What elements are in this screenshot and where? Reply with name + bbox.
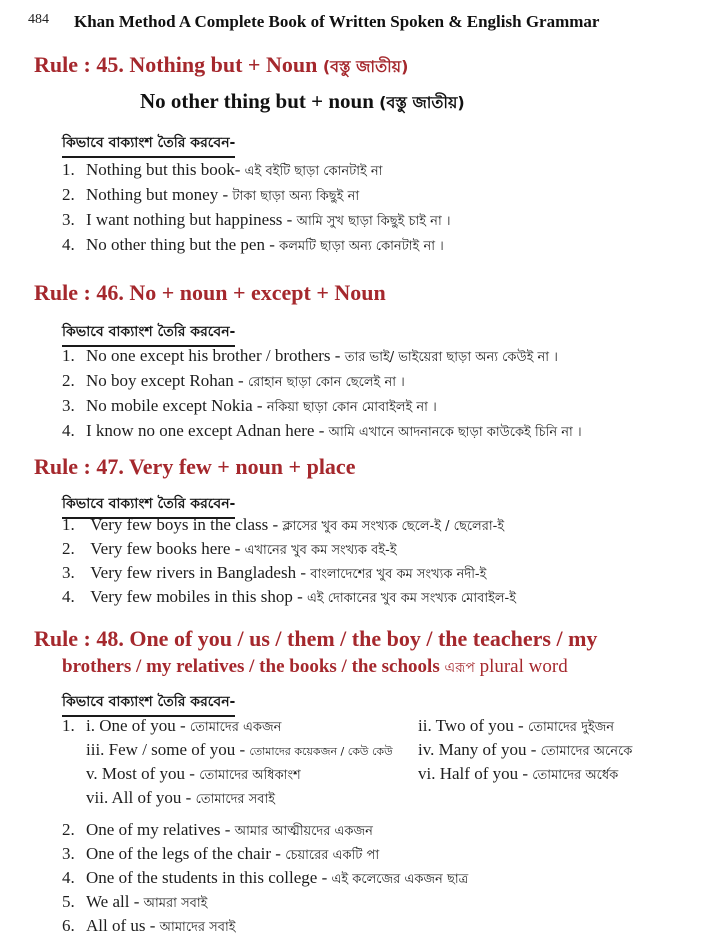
item-english: Nothing but money - xyxy=(86,185,229,204)
item-english: Very few mobiles in this shop - xyxy=(90,587,303,606)
sub-item xyxy=(418,716,614,739)
rule-45-title: Rule : 45. Nothing but + Noun xyxy=(34,52,318,77)
rule-45-heading xyxy=(34,52,408,81)
item-bengali: চেয়ারের একটি পা xyxy=(285,848,380,863)
sub-item-number: ii. xyxy=(418,716,432,735)
sub-item-english: One of you - xyxy=(99,716,186,735)
sub-item-number: v. xyxy=(86,764,98,783)
rule-48-title-bn: এরূপ xyxy=(444,660,475,676)
list-item xyxy=(62,346,558,369)
sub-item-bengali: তোমাদের অনেকে xyxy=(540,744,633,759)
sub-item-english: Most of you - xyxy=(101,764,195,783)
item-bengali: আমি এখানে আদনানকে ছাড়া কাউকেই চিনি না । xyxy=(328,425,582,440)
sub-item-number: vii. xyxy=(86,788,109,807)
list-item xyxy=(62,868,468,891)
item-bengali: এই বইটি ছাড়া কোনটাই না xyxy=(244,164,383,179)
item-bengali: এই কলেজের একজন ছাত্র xyxy=(331,872,469,887)
item-bengali: বাংলাদেশের খুব কম সংখ্যক নদী-ই xyxy=(310,567,487,582)
item-english: I want nothing but happiness - xyxy=(86,210,293,229)
item-number: 1. xyxy=(62,346,75,365)
item-number: 3. xyxy=(62,396,75,415)
item-english: We all - xyxy=(86,892,140,911)
rule-48-title: Rule : 48. One of you / us / them / the boy / the teachers / my xyxy=(34,626,598,651)
sub-item-bengali: তোমাদের একজন xyxy=(189,720,282,735)
list-item xyxy=(62,210,451,233)
rule-46-how-label: কিভাবে বাক্যাংশ তৈরি করবেন- xyxy=(62,320,235,347)
sub-item-english: All of you - xyxy=(111,788,192,807)
list-item xyxy=(62,844,379,867)
list-item xyxy=(62,820,373,843)
list-item xyxy=(62,371,405,394)
sub-item-english: Half of you - xyxy=(439,764,529,783)
list-item xyxy=(62,185,359,208)
item-english: No mobile except Nokia - xyxy=(86,396,263,415)
sub-item-bengali: তোমাদের কয়েকজন / কেউ কেউ xyxy=(249,745,393,758)
item-bengali: নকিয়া ছাড়া কোন মোবাইলই না । xyxy=(266,400,437,415)
item-english: Very few boys in the class - xyxy=(90,515,279,534)
item-english: No other thing but the pen - xyxy=(86,235,275,254)
item-english: Nothing but this book- xyxy=(86,160,241,179)
rule-45-subtitle xyxy=(140,89,465,117)
item-number: 5. xyxy=(62,892,75,911)
item-number: 2. xyxy=(62,185,75,204)
item-number: 2. xyxy=(62,820,75,839)
list-item xyxy=(62,235,444,258)
book-title: Khan Method A Complete Book of Written Spoken & English Grammar xyxy=(74,12,600,31)
rule-48-title-line2 xyxy=(62,656,568,680)
item-bengali: ক্লাসের খুব কম সংখ্যক ছেলে-ই / ছেলেরা-ই xyxy=(282,519,505,534)
rule-47-title: Rule : 47. Very few + noun + place xyxy=(34,454,356,479)
item-number: 1. xyxy=(62,160,75,179)
list-item xyxy=(62,539,397,562)
sub-item xyxy=(86,764,301,787)
item-english: Very few books here - xyxy=(90,539,241,558)
item-english: One of the legs of the chair - xyxy=(86,844,281,863)
rule-46-title: Rule : 46. No + noun + except + Noun xyxy=(34,280,386,305)
item-number: 3. xyxy=(62,563,75,582)
item-number: 1. xyxy=(62,515,75,534)
sub-item-number: i. xyxy=(86,716,95,735)
list-item xyxy=(62,421,582,444)
item-number: 2. xyxy=(62,539,75,558)
item-english: I know no one except Adnan here - xyxy=(86,421,325,440)
item-bengali: কলমটি ছাড়া অন্য কোনটাই না । xyxy=(279,239,444,254)
item-number: 4. xyxy=(62,587,75,606)
sub-item-number: iv. xyxy=(418,740,435,759)
sub-item-bengali: তোমাদের অর্ধেক xyxy=(532,768,619,783)
sub-item-number: iii. xyxy=(86,740,105,759)
item-number: 4. xyxy=(62,421,75,440)
item-number: 4. xyxy=(62,235,75,254)
item-number: 6. xyxy=(62,916,75,935)
rule-47-how-label: কিভাবে বাক্যাংশ তৈরি করবেন- xyxy=(62,492,235,519)
item-bengali: এই দোকানের খুব কম সংখ্যক মোবাইল-ই xyxy=(306,591,517,606)
sub-item-bengali: তোমাদের অধিকাংশ xyxy=(199,768,301,783)
sub-item-english: Many of you - xyxy=(438,740,537,759)
sub-item-english: Two of you - xyxy=(435,716,524,735)
list-item xyxy=(62,396,437,419)
item-english: All of us - xyxy=(86,916,156,935)
list-item xyxy=(62,892,207,915)
item-bengali: আমি সুখ ছাড়া কিছুই চাই না । xyxy=(296,214,451,229)
sub-item xyxy=(86,788,275,811)
sub-item-bengali: তোমাদের দুইজন xyxy=(527,720,615,735)
sub-item xyxy=(86,716,281,739)
item-english: Very few rivers in Bangladesh - xyxy=(90,563,306,582)
item-english: One of my relatives - xyxy=(86,820,231,839)
item-bengali: আমার আত্মীয়দের একজন xyxy=(234,824,373,839)
sub-item xyxy=(86,740,393,762)
item-english: No boy except Rohan - xyxy=(86,371,244,390)
list-item xyxy=(62,160,382,183)
rule-45-how-label: কিভাবে বাক্যাংশ তৈরি করবেন- xyxy=(62,131,235,158)
sub-item-bengali: তোমাদের সবাই xyxy=(195,792,276,807)
item-number: 1. xyxy=(62,716,75,735)
rule-48-how-label: কিভাবে বাক্যাংশ তৈরি করবেন- xyxy=(62,690,235,717)
rule-45-subtitle-bn: (বস্তু জাতীয়) xyxy=(379,93,465,112)
rule-45-subtitle-text: No other thing but + noun xyxy=(140,89,374,113)
sub-item-number: vi. xyxy=(418,764,436,783)
item-number: 4. xyxy=(62,868,75,887)
page-number: 484 xyxy=(28,12,49,27)
list-item xyxy=(62,587,516,610)
item-number: 3. xyxy=(62,210,75,229)
item-bengali: তার ভাই/ ভাইয়েরা ছাড়া অন্য কেউই না । xyxy=(344,350,558,365)
item-number: 3. xyxy=(62,844,75,863)
item-english: No one except his brother / brothers - xyxy=(86,346,341,365)
sub-item xyxy=(418,740,632,763)
rule-48-title-line2-text: brothers / my relatives / the books / the schools xyxy=(62,656,440,677)
list-item xyxy=(62,916,236,939)
item-number: 2. xyxy=(62,371,75,390)
item-bengali: টাকা ছাড়া অন্য কিছুই না xyxy=(232,189,360,204)
list-item xyxy=(62,563,486,586)
sub-item xyxy=(418,764,618,787)
list-item xyxy=(62,515,504,538)
rule-48-title-tail: plural word xyxy=(479,656,568,677)
item-english: One of the students in this college - xyxy=(86,868,328,887)
rule-45-title-bn: (বস্তু জাতীয়) xyxy=(322,57,409,76)
item-bengali: আমরা সবাই xyxy=(143,896,208,911)
sub-item-english: Few / some of you - xyxy=(108,740,246,759)
item-bengali: আমাদের সবাই xyxy=(159,920,236,935)
item-bengali: এখানের খুব কম সংখ্যক বই-ই xyxy=(244,543,397,558)
item-bengali: রোহান ছাড়া কোন ছেলেই না । xyxy=(247,375,405,390)
